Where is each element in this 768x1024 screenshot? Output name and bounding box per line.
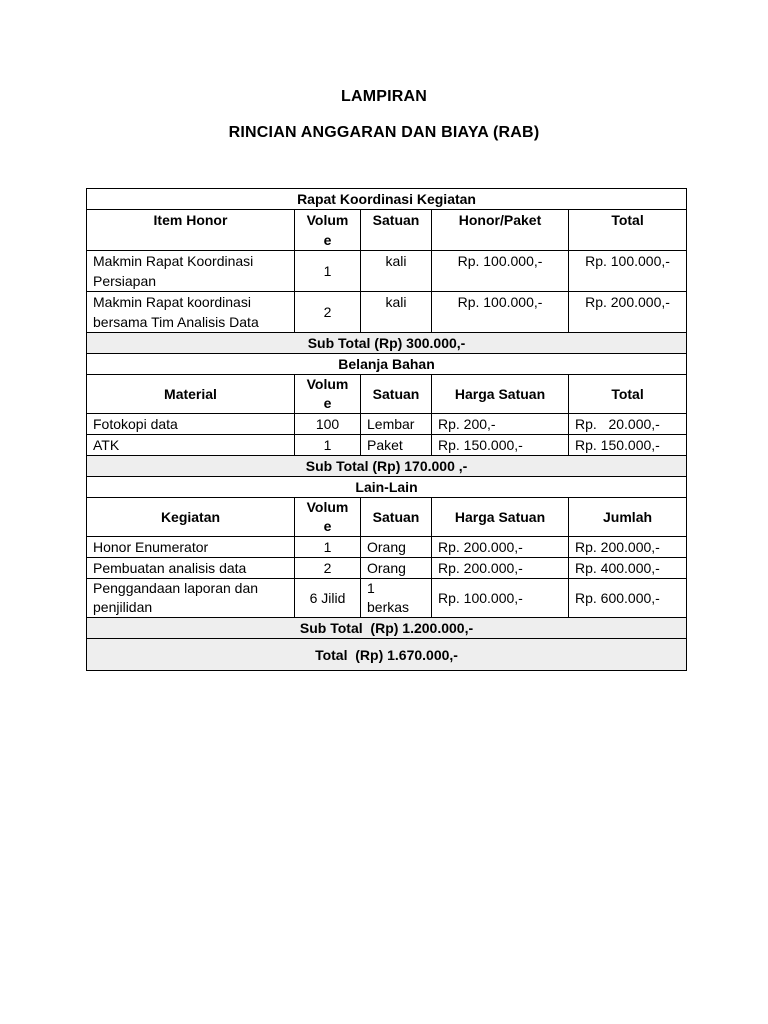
total-cell: Rp. 200.000,-	[569, 537, 687, 558]
price-cell: Rp. 200.000,-	[432, 558, 569, 579]
item-cell: Penggandaan laporan dan penjilidan	[87, 579, 295, 618]
table-row	[87, 537, 687, 558]
unit-cell: kali	[361, 292, 432, 333]
column-header: Honor/Paket	[432, 210, 569, 251]
table-row	[87, 579, 687, 618]
section-title: Belanja Bahan	[87, 354, 687, 375]
price-cell: Rp. 100.000,-	[432, 251, 569, 292]
column-header: Harga Satuan	[432, 375, 569, 414]
unit-cell: Orang	[361, 558, 432, 579]
column-header: Satuan	[361, 210, 432, 251]
section-title: Rapat Koordinasi Kegiatan	[87, 189, 687, 210]
column-header: Satuan	[361, 375, 432, 414]
total-cell: Rp. 20.000,-	[569, 414, 687, 435]
table-row	[87, 435, 687, 456]
total-cell: Rp. 400.000,-	[569, 558, 687, 579]
budget-table	[86, 188, 687, 671]
unit-cell: 1 berkas	[361, 579, 432, 618]
column-header: Satuan	[361, 498, 432, 537]
item-cell: Fotokopi data	[87, 414, 295, 435]
volume-cell: 2	[295, 558, 361, 579]
total-cell: Rp. 200.000,-	[569, 292, 687, 333]
volume-cell: 6 Jilid	[295, 579, 361, 618]
column-header: Total	[569, 375, 687, 414]
unit-cell: Orang	[361, 537, 432, 558]
total-cell: Rp. 100.000,-	[569, 251, 687, 292]
column-header: Harga Satuan	[432, 498, 569, 537]
price-cell: Rp. 200,-	[432, 414, 569, 435]
price-cell: Rp. 200.000,-	[432, 537, 569, 558]
item-cell: Makmin Rapat Koordinasi Persiapan	[87, 251, 295, 292]
section-title: Lain-Lain	[87, 477, 687, 498]
price-cell: Rp. 150.000,-	[432, 435, 569, 456]
column-header: Volum e	[295, 210, 361, 251]
item-cell: ATK	[87, 435, 295, 456]
subtotal-row: Sub Total (Rp) 300.000,-	[87, 333, 687, 354]
subtotal-row: Sub Total (Rp) 1.200.000,-	[87, 618, 687, 639]
subtotal-row: Sub Total (Rp) 170.000 ,-	[87, 456, 687, 477]
volume-cell: 1	[295, 537, 361, 558]
item-cell: Makmin Rapat koordinasi bersama Tim Analisis Data	[87, 292, 295, 333]
table-row	[87, 292, 687, 333]
total-cell: Rp. 150.000,-	[569, 435, 687, 456]
volume-cell: 1	[295, 435, 361, 456]
unit-cell: Lembar	[361, 414, 432, 435]
unit-cell: Paket	[361, 435, 432, 456]
price-cell: Rp. 100.000,-	[432, 579, 569, 618]
unit-cell: kali	[361, 251, 432, 292]
price-cell: Rp. 100.000,-	[432, 292, 569, 333]
column-header: Jumlah	[569, 498, 687, 537]
column-header: Kegiatan	[87, 498, 295, 537]
total-cell: Rp. 600.000,-	[569, 579, 687, 618]
page-heading: LAMPIRAN	[340, 88, 428, 105]
item-cell: Honor Enumerator	[87, 537, 295, 558]
table-row	[87, 251, 687, 292]
column-header: Volum e	[295, 375, 361, 414]
column-header: Total	[569, 210, 687, 251]
table-row	[87, 558, 687, 579]
item-cell: Pembuatan analisis data	[87, 558, 295, 579]
column-header: Item Honor	[87, 210, 295, 251]
column-header: Volum e	[295, 498, 361, 537]
column-header: Material	[87, 375, 295, 414]
volume-cell: 2	[295, 292, 361, 333]
grand-total-row: Total (Rp) 1.670.000,-	[87, 639, 687, 671]
volume-cell: 100	[295, 414, 361, 435]
table-row	[87, 414, 687, 435]
volume-cell: 1	[295, 251, 361, 292]
page-subheading: RINCIAN ANGGARAN DAN BIAYA (RAB)	[228, 124, 540, 141]
